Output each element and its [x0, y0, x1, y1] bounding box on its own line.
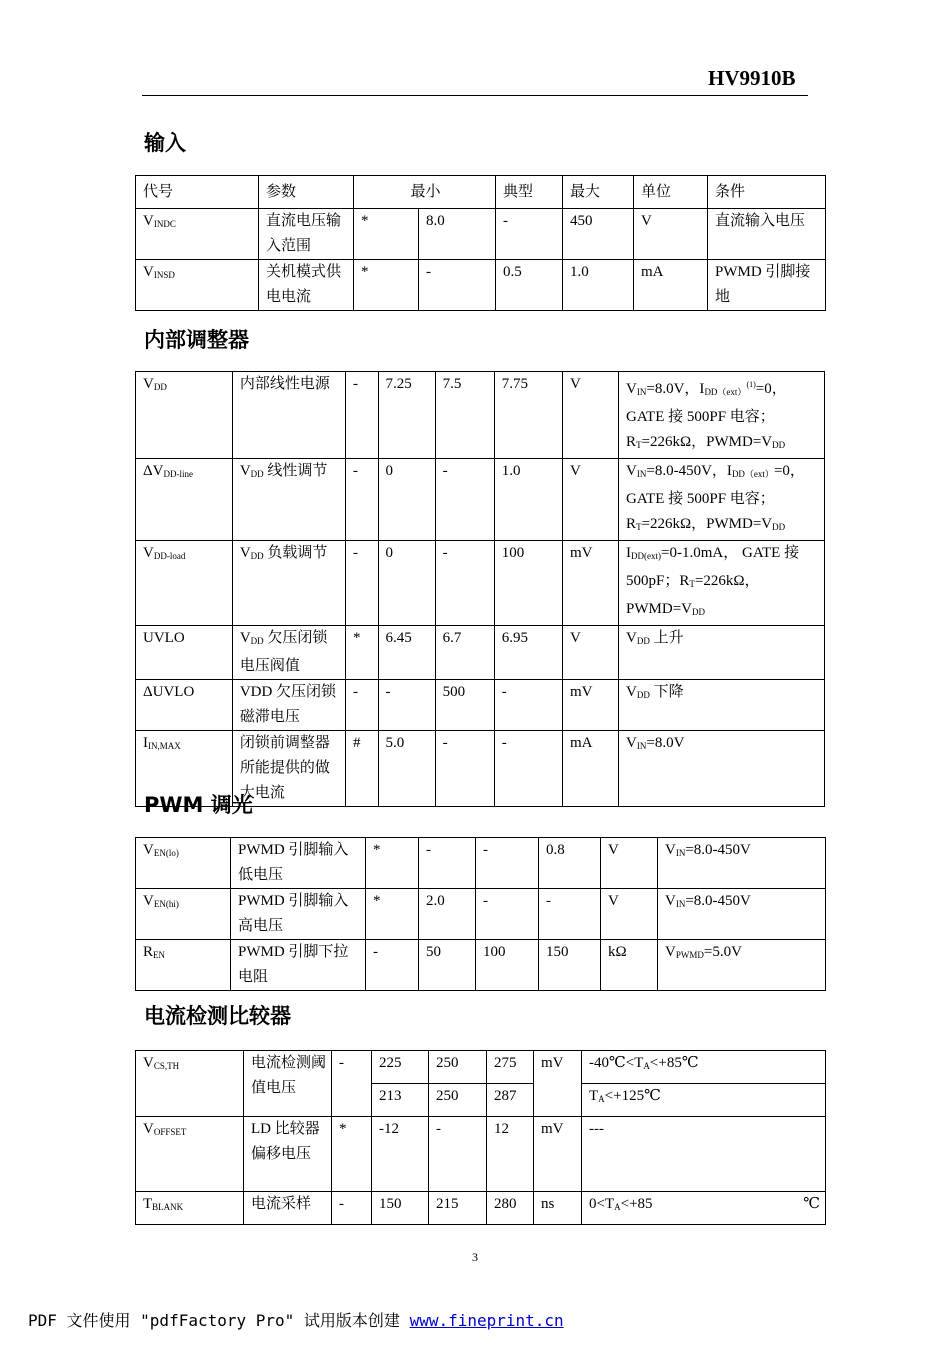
document-title: HV9910B — [708, 66, 796, 90]
cell-sym: $V_{DD-load}$ — [136, 541, 233, 626]
cell-max: 280 — [487, 1192, 534, 1225]
cell-cond2: $T_A<+125℃$ — [582, 1084, 826, 1117]
cell-sym: $V_{EN(lo)}$ — [136, 838, 231, 889]
cell-param: 闭锁前调整器所能提供的做大电流 — [232, 731, 345, 807]
cell-flag: - — [332, 1192, 372, 1225]
cell-sym: $I_{IN,MAX}$ — [136, 731, 233, 807]
table-row — [136, 260, 826, 311]
cell-param: 关机模式供电电流 — [259, 260, 354, 311]
cell-max: - — [494, 680, 562, 731]
cell-unit: V — [601, 838, 658, 889]
pdf-footer — [28, 1308, 564, 1331]
cell-cond: $V_{IN}=8.0V$，$I_{DD(ext)}^{(1)}=0$，GATE 接 500PF 电容；$R_T=226k\Omega$，$PWMD=V_{DD}$ — [619, 372, 825, 459]
cell-sym: $V_{CS,TH}$ — [136, 1051, 244, 1117]
table-row — [136, 838, 826, 889]
table-row — [136, 626, 825, 680]
cell-max: 0.8 — [539, 838, 601, 889]
cell-typ: 0.5 — [496, 260, 563, 311]
cell-min: - — [378, 680, 435, 731]
input-spec-table — [135, 175, 826, 311]
header-cell: 最大 — [563, 176, 634, 209]
cell-max2: 287 — [487, 1084, 534, 1117]
cs-table-body — [136, 1051, 826, 1225]
cell-cond: $V_{DD}$ 上升 — [619, 626, 825, 680]
cell-sym: $V_{DD}$ — [136, 372, 233, 459]
regulator-table-body — [136, 372, 825, 807]
cell-param: PWMD 引脚下拉电阻 — [231, 940, 366, 991]
cell-max: 12 — [487, 1117, 534, 1192]
cell-max: 1.0 — [494, 459, 562, 541]
cell-flag: * — [345, 626, 378, 680]
cell-max: 450 — [563, 209, 634, 260]
cell-flag: * — [354, 260, 419, 311]
cell-min: - — [419, 260, 496, 311]
cell-max: 7.75 — [494, 372, 562, 459]
cell-typ: 100 — [476, 940, 539, 991]
header-cell: 条件 — [708, 176, 826, 209]
cell-cond: PWMD 引脚接地 — [708, 260, 826, 311]
regulator-spec-table — [135, 371, 825, 807]
cell-max: - — [539, 889, 601, 940]
section-title-regulator: 内部调整器 — [144, 328, 249, 352]
cell-cond: $I_{DD(ext)}=0-1.0mA$， GATE 接 500pF；$R_T=226k\Omega$，$PWMD=V_{DD}$ — [619, 541, 825, 626]
cell-max: 100 — [494, 541, 562, 626]
header-rule — [142, 95, 808, 96]
cell-flag: * — [332, 1117, 372, 1192]
header-cell: 单位 — [634, 176, 708, 209]
cell-unit: mV — [534, 1117, 582, 1192]
cell-typ: - — [435, 459, 494, 541]
cell-param: $V_{DD}$ 欠压闭锁电压阀值 — [232, 626, 345, 680]
cell-cond: $V_{DD}$ 下降 — [619, 680, 825, 731]
cell-flag: - — [366, 940, 419, 991]
table-row — [136, 1117, 826, 1192]
cell-max: 6.95 — [494, 626, 562, 680]
cell-min: 225 — [372, 1051, 429, 1084]
cell-param: 内部线性电源 — [232, 372, 345, 459]
cell-flag: * — [366, 838, 419, 889]
cell-typ: 500 — [435, 680, 494, 731]
cell-sym: $V_{INDC}$ — [136, 209, 259, 260]
table-row — [136, 1051, 826, 1084]
cell-max: 150 — [539, 940, 601, 991]
cell-cond: $V_{PWMD}=5.0V$ — [658, 940, 826, 991]
cell-param: LD 比较器偏移电压 — [244, 1117, 332, 1192]
footer-text: PDF 文件使用 "pdfFactory Pro" 试用版本创建 — [28, 1311, 410, 1330]
cell-min: -12 — [372, 1117, 429, 1192]
cell-sym: $V_{EN(hi)}$ — [136, 889, 231, 940]
cell-unit: mA — [563, 731, 619, 807]
cell-cond: $V_{IN}=8.0V$ — [619, 731, 825, 807]
cell-flag: # — [345, 731, 378, 807]
cell-unit: V — [563, 459, 619, 541]
cell-min: 0 — [378, 541, 435, 626]
cell-max: - — [494, 731, 562, 807]
cell-unit: kΩ — [601, 940, 658, 991]
cell-typ: - — [429, 1117, 487, 1192]
cell-unit: ns — [534, 1192, 582, 1225]
cell-typ: - — [496, 209, 563, 260]
cell-min: 7.25 — [378, 372, 435, 459]
cell-flag: * — [354, 209, 419, 260]
cell-sym: $\Delta V_{DD-line}$ — [136, 459, 233, 541]
cell-cond: $-40℃<T_A<+85℃$ — [582, 1051, 826, 1084]
cell-unit: mV — [534, 1051, 582, 1117]
cell-typ: 6.7 — [435, 626, 494, 680]
fineprint-link[interactable]: www.fineprint.cn — [409, 1311, 564, 1330]
header-cell: 典型 — [496, 176, 563, 209]
header-cell: 代号 — [136, 176, 259, 209]
cell-cond: 直流输入电压 — [708, 209, 826, 260]
cell-cond: --- — [582, 1117, 826, 1192]
table-row — [136, 372, 825, 459]
cell-sym: $V_{OFFSET}$ — [136, 1117, 244, 1192]
cell-param: VDD 欠压闭锁磁滞电压 — [232, 680, 345, 731]
cell-sym: $R_{EN}$ — [136, 940, 231, 991]
cell-flag: - — [345, 372, 378, 459]
table-row — [136, 940, 826, 991]
table-row — [136, 680, 825, 731]
cell-max: 275 — [487, 1051, 534, 1084]
input-table-body — [136, 209, 826, 311]
cell-typ: - — [476, 889, 539, 940]
table-row — [136, 1192, 826, 1225]
cell-typ2: 250 — [429, 1084, 487, 1117]
cell-min: 2.0 — [419, 889, 476, 940]
cs-spec-table — [135, 1050, 826, 1225]
cell-min: 0 — [378, 459, 435, 541]
cell-flag: - — [345, 680, 378, 731]
cell-flag: - — [345, 459, 378, 541]
cell-param: PWMD 引脚输入高电压 — [231, 889, 366, 940]
table-row — [136, 889, 826, 940]
pwm-spec-table — [135, 837, 826, 991]
header-cell: 参数 — [259, 176, 354, 209]
cell-typ: 250 — [429, 1051, 487, 1084]
cell-unit: V — [563, 626, 619, 680]
cell-param: PWMD 引脚输入低电压 — [231, 838, 366, 889]
cell-typ: 215 — [429, 1192, 487, 1225]
cell-unit: V — [601, 889, 658, 940]
cell-flag: * — [366, 889, 419, 940]
section-title-input: 输入 — [144, 131, 186, 155]
cell-param: $V_{DD}$ 负载调节 — [232, 541, 345, 626]
cell-cond: $V_{IN}=8.0-450V$，$I_{DD(ext)}=0$，GATE 接 500PF 电容；$R_T=226k\Omega$，$PWMD=V_{DD}$ — [619, 459, 825, 541]
cell-sym: $V_{INSD}$ — [136, 260, 259, 311]
cell-unit: mV — [563, 541, 619, 626]
cell-max: 1.0 — [563, 260, 634, 311]
cell-param: 电流检测阈值电压 — [244, 1051, 332, 1117]
cell-unit: V — [563, 372, 619, 459]
section-title-pwm: PWM 调光 — [144, 793, 253, 817]
cell-typ: - — [476, 838, 539, 889]
cell-unit: mA — [634, 260, 708, 311]
table-row — [136, 209, 826, 260]
cell-min: 6.45 — [378, 626, 435, 680]
cell-param: $V_{DD}$ 线性调节 — [232, 459, 345, 541]
cell-min2: 213 — [372, 1084, 429, 1117]
cell-min: 8.0 — [419, 209, 496, 260]
cell-unit: V — [634, 209, 708, 260]
cell-cond: $V_{IN}=8.0-450V$ — [658, 838, 826, 889]
section-title-cs: 电流检测比较器 — [144, 1004, 291, 1028]
cell-min: 50 — [419, 940, 476, 991]
table-row — [136, 459, 825, 541]
cell-min: - — [419, 838, 476, 889]
cell-sym: UVLO — [136, 626, 233, 680]
cell-typ: 7.5 — [435, 372, 494, 459]
header-cell: 最小 — [354, 176, 496, 209]
cell-flag: - — [332, 1051, 372, 1117]
page-number: 3 — [472, 1250, 478, 1264]
cell-typ: - — [435, 731, 494, 807]
cell-cond: $V_{IN}=8.0-450V$ — [658, 889, 826, 940]
cell-min: 150 — [372, 1192, 429, 1225]
cell-param: 直流电压输入范围 — [259, 209, 354, 260]
cell-sym: $T_{BLANK}$ — [136, 1192, 244, 1225]
table-row — [136, 541, 825, 626]
cell-flag: - — [345, 541, 378, 626]
cell-typ: - — [435, 541, 494, 626]
cell-sym: ΔUVLO — [136, 680, 233, 731]
cell-param: 电流采样 — [244, 1192, 332, 1225]
cell-cond: $0<T_A<+85$ ℃ — [582, 1192, 826, 1225]
cell-min: 5.0 — [378, 731, 435, 807]
cell-unit: mV — [563, 680, 619, 731]
pwm-table-body — [136, 838, 826, 991]
